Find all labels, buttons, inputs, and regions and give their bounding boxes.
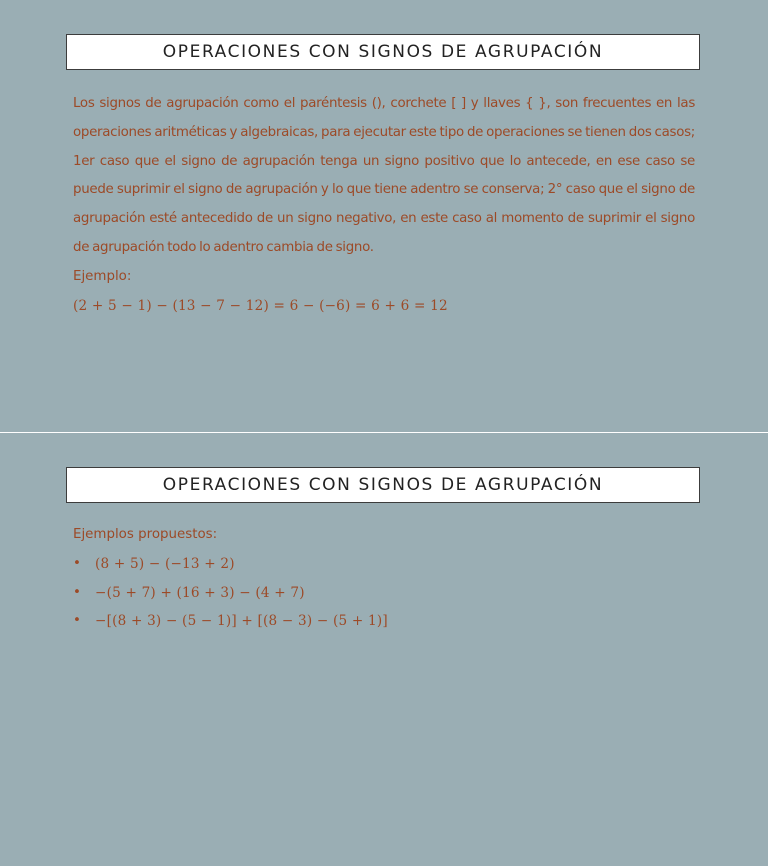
list-item: [73, 579, 695, 608]
example-label: Ejemplo:: [73, 268, 132, 284]
bullet-icon: •: [73, 555, 81, 571]
slide-1-body: [73, 90, 695, 320]
exercise-expression: −(5 + 7) + (16 + 3) − (4 + 7): [95, 584, 305, 601]
slide-2-title: OPERACIONES CON SIGNOS DE AGRUPACIÓN: [162, 475, 604, 495]
proposed-examples-label: Ejemplos propuestos:: [73, 527, 218, 542]
exercise-expression: −[(8 + 3) − (5 − 1)] + [(8 − 3) − (5 + 1)]: [95, 613, 388, 630]
list-item: [73, 607, 695, 636]
list-item: [73, 550, 695, 579]
slide-2-body: [73, 521, 695, 636]
exercise-expression: (8 + 5) − (−13 + 2): [95, 555, 235, 572]
bullet-icon: •: [73, 584, 81, 600]
explanation-paragraph: Los signos de agrupación como el paréntesis (), corchete [ ] y llaves { }, son frecuentes en las operaciones aritméticas y algebraicas, para ejecutar este tipo de operaciones se tienen dos casos; 1er caso que el signo de agrupación tenga un signo positivo que lo antecede, en ese caso se puede suprimir el signo de agrupación y lo que tiene adentro se conserva; 2° caso que el signo de agrupación esté antecedido de un signo negativo, en este caso al momento de suprimir el signo de agrupación todo lo adentro cambia de signo.: [73, 96, 695, 255]
proposed-examples-list: [73, 550, 695, 636]
slide-1-title: OPERACIONES CON SIGNOS DE AGRUPACIÓN: [162, 42, 604, 62]
slide-1-title-box: [66, 34, 700, 70]
slide-2: [0, 433, 768, 866]
slide-1: [0, 0, 768, 432]
example-expression: (2 + 5 − 1) − (13 − 7 − 12) = 6 − (−6) = 6 + 6 = 12: [73, 297, 448, 314]
bullet-icon: •: [73, 613, 81, 629]
slide-2-title-box: [66, 467, 700, 503]
